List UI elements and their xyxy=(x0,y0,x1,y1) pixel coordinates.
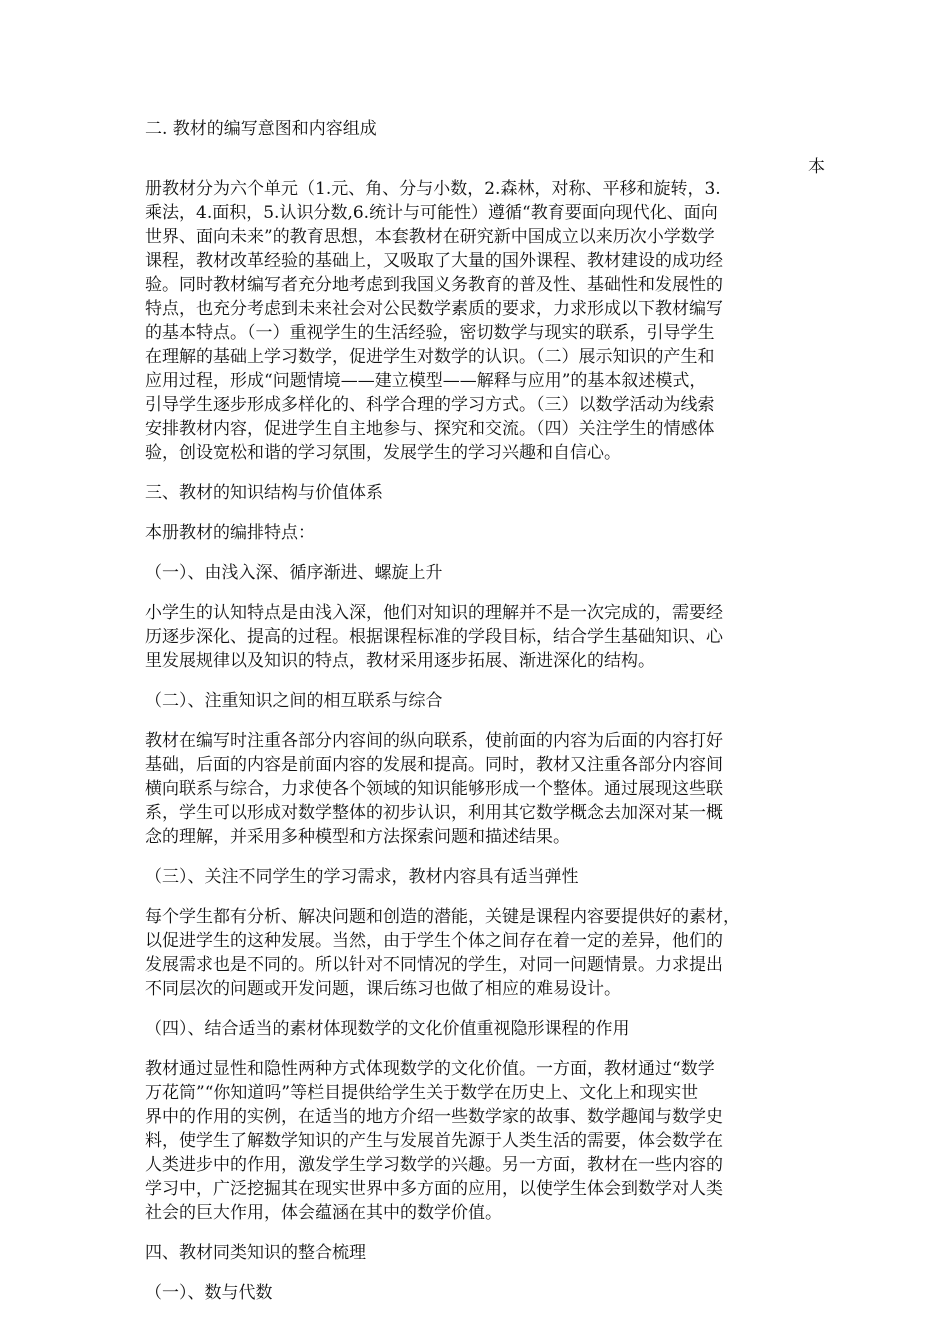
subheading-1: （一）、由浅入深、循序渐进、螺旋上升 xyxy=(145,563,443,583)
subheading-2: （二）、注重知识之间的相互联系与综合 xyxy=(145,691,443,711)
text-line: 应用过程，形成“问题情境——建立模型——解释与应用”的基本叙述模式， xyxy=(145,371,707,391)
text-line: 发展需求也是不同的。所以针对不同情况的学生，对同一问题情景。力求提出 xyxy=(145,955,723,975)
text-line: 册教材分为六个单元（1.元、角、分与小数，2.森林，对称、平移和旋转，3. xyxy=(145,179,721,199)
section-heading-3: 三、教材的知识结构与价值体系 xyxy=(145,483,383,503)
text-line: 教材在编写时注重各部分内容间的纵向联系，使前面的内容为后面的内容打好 xyxy=(145,731,723,751)
text-line: 特点，也充分考虑到未来社会对公民数学素质的要求，力求形成以下教材编写 xyxy=(145,299,723,319)
text-line: 料，使学生了解数学知识的产生与发展首先源于人类生活的需要，体会数学在 xyxy=(145,1131,723,1151)
text-line: 世界、面向未来”的教育思想，本套教材在研究新中国成立以来历次小学数学 xyxy=(145,227,715,247)
text-line: 界中的作用的实例，在适当的地方介绍一些数学家的故事、数学趣闻与数学史 xyxy=(145,1107,723,1127)
text-line: 教材通过显性和隐性两种方式体现数学的文化价值。一方面，教材通过“数学 xyxy=(145,1059,715,1079)
text-line: 课程，教材改革经验的基础上，又吸取了大量的国外课程、教材建设的成功经 xyxy=(145,251,723,271)
text-line: 念的理解，并采用多种模型和方法探索问题和描述结果。 xyxy=(145,827,570,847)
text-line: 以促进学生的这种发展。当然，由于学生个体之间存在着一定的差异，他们的 xyxy=(145,931,723,951)
text-line: 的基本特点。（一）重视学生的生活经验，密切数学与现实的联系，引导学生 xyxy=(145,323,715,343)
text-line: 学习中，广泛挖掘其在现实世界中多方面的应用，以使学生体会到数学对人类 xyxy=(145,1179,723,1199)
subheading-3: （三）、关注不同学生的学习需求，教材内容具有适当弹性 xyxy=(145,867,579,887)
text-line: 人类进步中的作用，激发学生学习数学的兴趣。另一方面，教材在一些内容的 xyxy=(145,1155,723,1175)
section-heading-4: 四、教材同类知识的整合梳理 xyxy=(145,1243,366,1263)
subheading-5: （一）、数与代数 xyxy=(145,1283,273,1303)
text-line: 每个学生都有分析、解决问题和创造的潜能，关键是课程内容要提供好的素材， xyxy=(145,907,740,927)
trailing-char: 本 xyxy=(808,157,825,177)
text-line: 基础，后面的内容是前面内容的发展和提高。同时，教材又注重各部分内容间 xyxy=(145,755,723,775)
text-line: 验。同时教材编写者充分地考虑到我国义务教育的普及性、基础性和发展性的 xyxy=(145,275,723,295)
text-line: 引导学生逐步形成多样化的、科学合理的学习方式。（三）以数学活动为线索 xyxy=(145,395,715,415)
subheading-4: （四）、结合适当的素材体现数学的文化价值重视隐形课程的作用 xyxy=(145,1019,630,1039)
text-line: 万花筒”“你知道吗”等栏目提供给学生关于数学在历史上、文化上和现实世 xyxy=(145,1083,699,1103)
text-line: 里发展规律以及知识的特点，教材采用逐步拓展、渐进深化的结构。 xyxy=(145,651,655,671)
text-line: 横向联系与综合，力求使各个领域的知识能够形成一个整体。通过展现这些联 xyxy=(145,779,723,799)
text-line: 小学生的认知特点是由浅入深，他们对知识的理解并不是一次完成的，需要经 xyxy=(145,603,723,623)
text-line: 安排教材内容，促进学生自主地参与、探究和交流。（四）关注学生的情感体 xyxy=(145,419,715,439)
text-line: 在理解的基础上学习数学，促进学生对数学的认识。（二）展示知识的产生和 xyxy=(145,347,715,367)
text-line: 验，创设宽松和谐的学习氛围，发展学生的学习兴趣和自信心。 xyxy=(145,443,621,463)
section-heading-2: 二. 教材的编写意图和内容组成 xyxy=(145,119,377,139)
text-line: 历逐步深化、提高的过程。根据课程标准的学段目标，结合学生基础知识、心 xyxy=(145,627,723,647)
section-intro: 本册教材的编排特点： xyxy=(145,523,315,543)
text-line: 系，学生可以形成对数学整体的初步认识，利用其它数学概念去加深对某一概 xyxy=(145,803,723,823)
text-line: 不同层次的问题或开发问题，课后练习也做了相应的难易设计。 xyxy=(145,979,621,999)
text-line: 乘法，4.面积，5.认识分数,6.统计与可能性）遵循“教育要面向现代化、面向 xyxy=(145,203,718,223)
text-line: 社会的巨大作用，体会蕴涵在其中的数学价值。 xyxy=(145,1203,502,1223)
